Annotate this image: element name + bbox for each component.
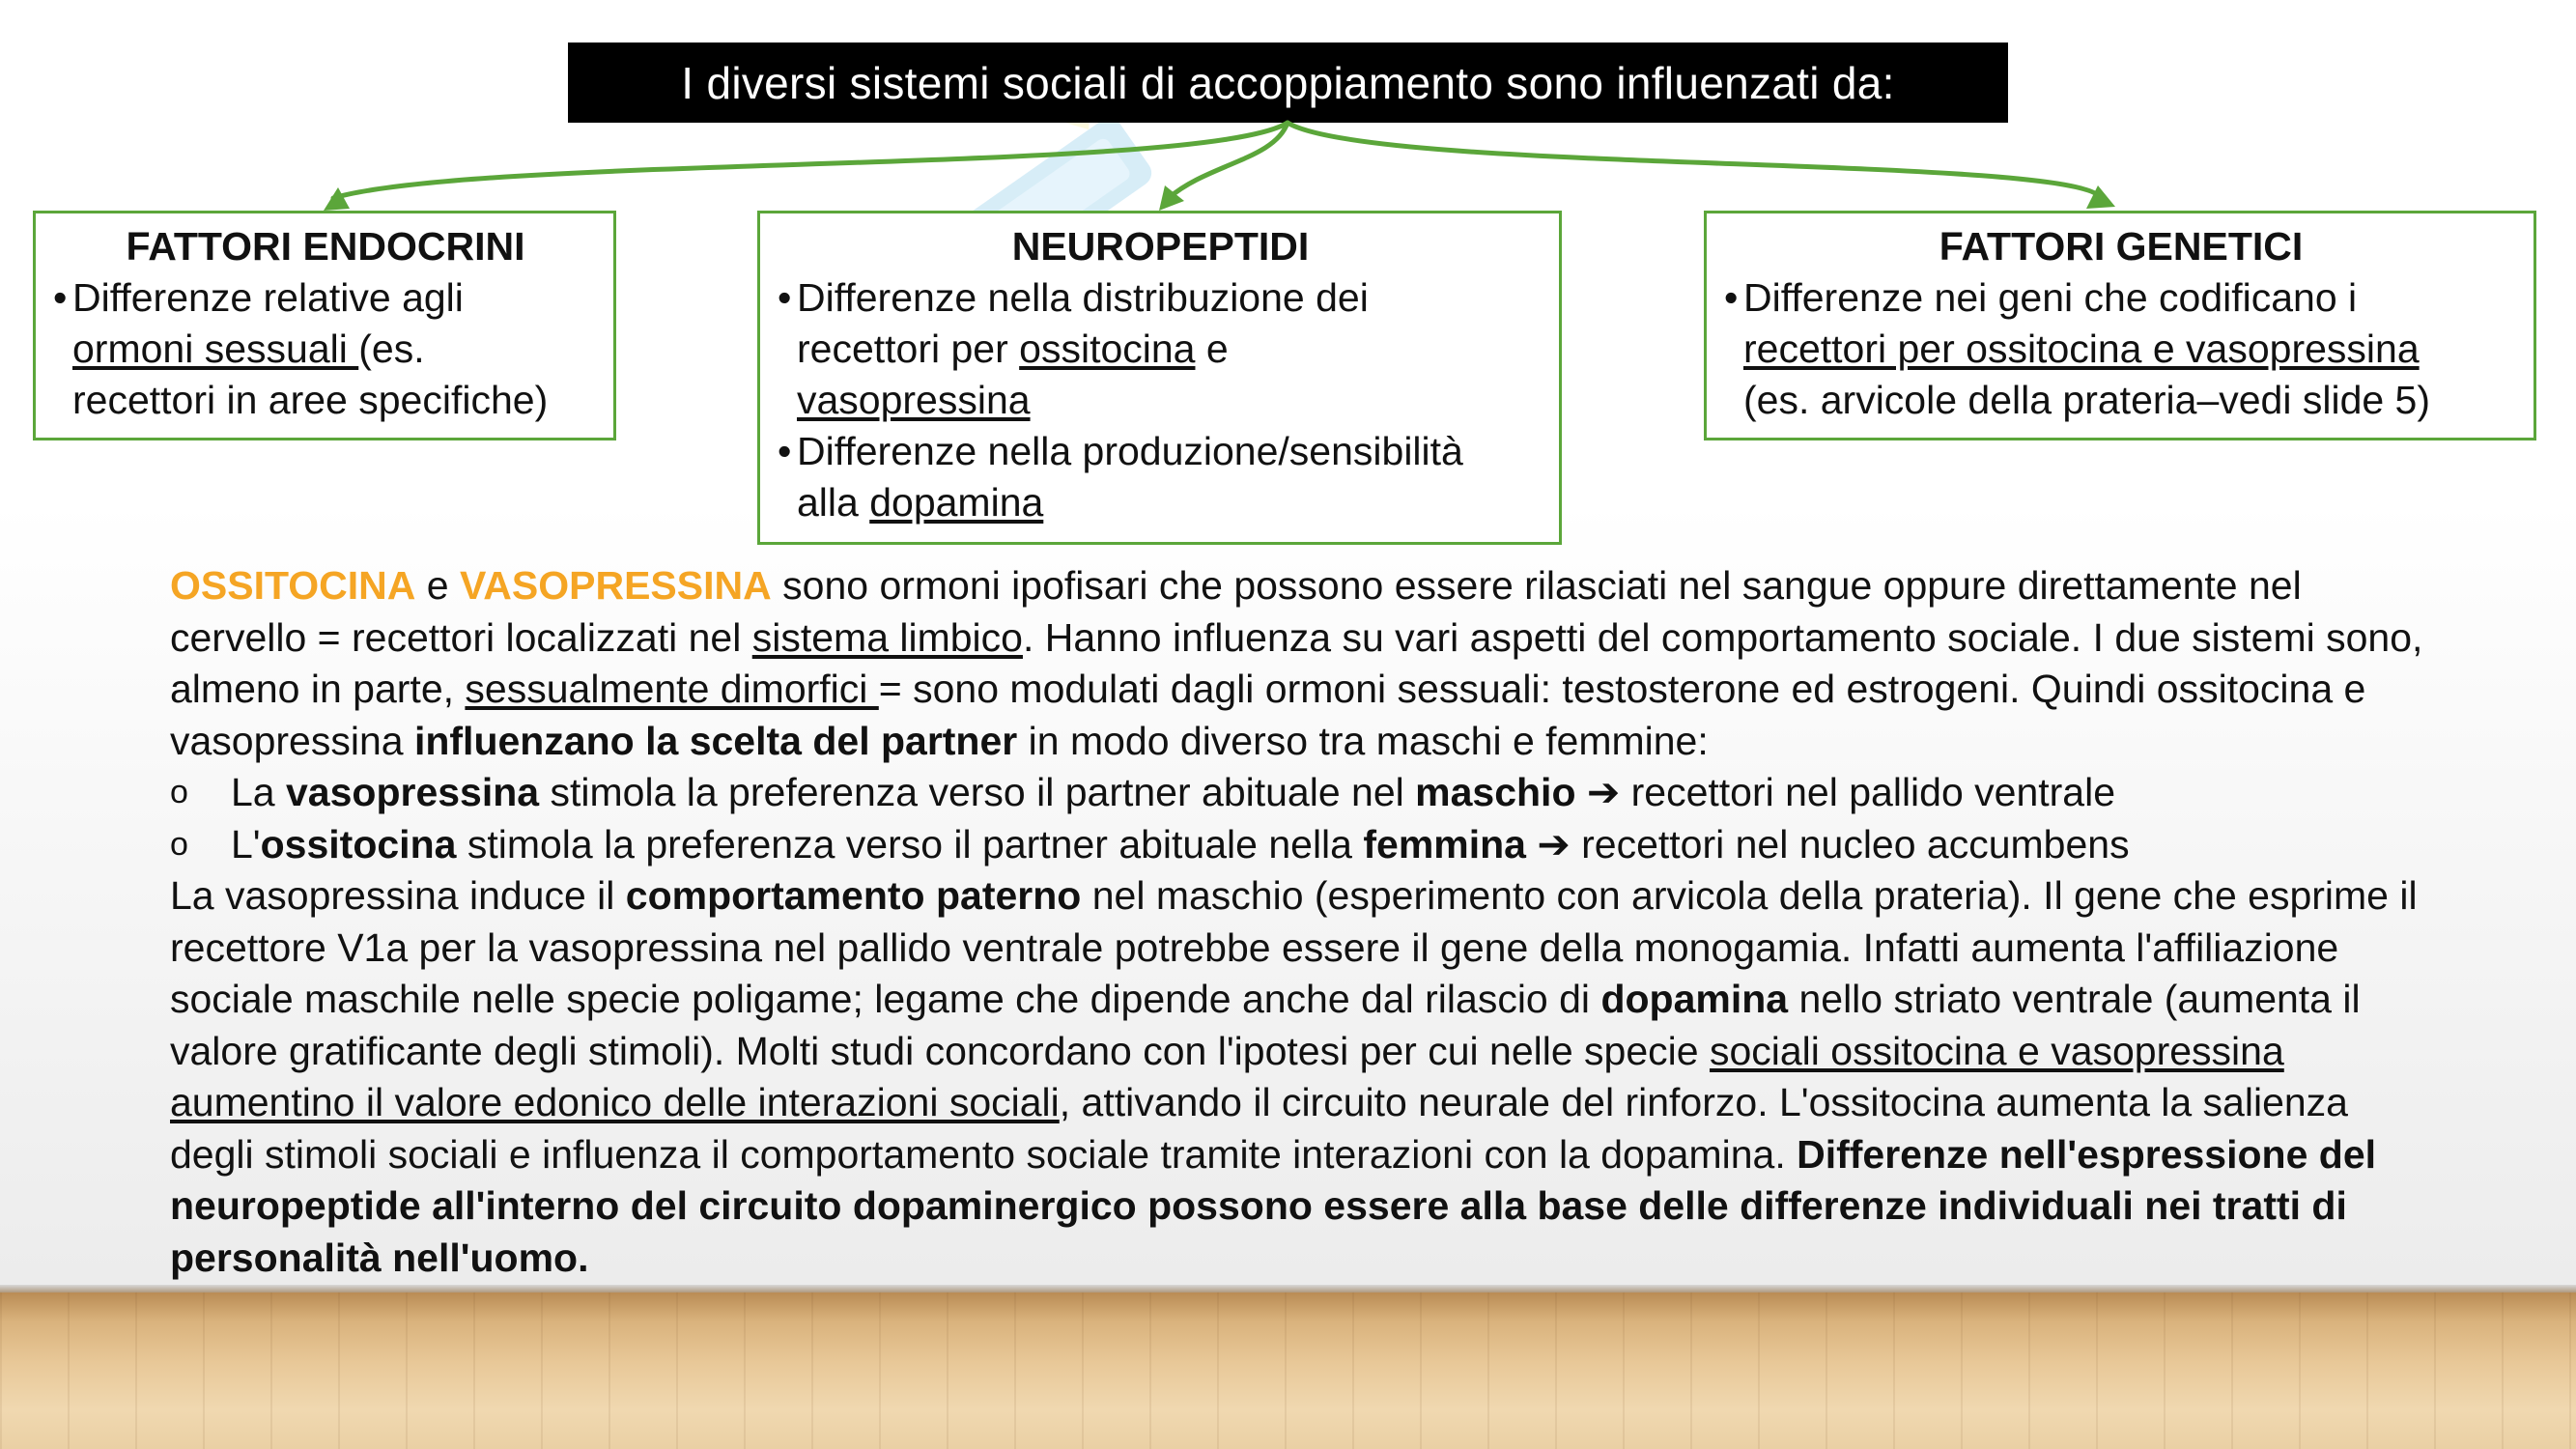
bold-conclusion: Differenze nell'espressione del neuropeptide all'interno del circuito dopaminergico possono essere alla base delle differenze individuali nei tratti di personalità nell'uomo. bbox=[170, 1131, 2377, 1280]
underlined-term: recettori per ossitocina e vasopressina bbox=[1743, 327, 2420, 371]
text-line: alla dopamina bbox=[797, 480, 1044, 525]
text-line: recettori in aree specifiche) bbox=[72, 378, 549, 422]
text-line: Differenze nei geni che codificano i bbox=[1743, 275, 2358, 320]
text-line: recettori per ossitocina e bbox=[797, 327, 1229, 371]
highlight-term: OSSITOCINA bbox=[170, 563, 416, 608]
text-line: ormoni sessuali (es. bbox=[72, 327, 425, 371]
highlight-term: VASOPRESSINA bbox=[459, 563, 772, 608]
slide-title: I diversi sistemi sociali di accoppiamento sono influenzati da: bbox=[568, 43, 2008, 123]
list-item-ossitocina: o L'ossitocina stimola la preferenza verso il partner abituale nella femmina ➔ recettori nel nucleo accumbens bbox=[170, 819, 2430, 871]
bullet-marker: • bbox=[778, 275, 792, 320]
bullet-item bbox=[1724, 272, 2518, 426]
underlined-term: vasopressina bbox=[797, 378, 1031, 422]
bullet-marker: • bbox=[53, 275, 68, 320]
text-line: Differenze relative agli bbox=[72, 275, 464, 320]
bullet-marker: • bbox=[1724, 275, 1739, 320]
list-marker: o bbox=[170, 774, 188, 810]
list-item-vasopressina: o La vasopressina stimola la preferenza verso il partner abituale nel maschio ➔ recettori nel pallido ventrale bbox=[170, 767, 2430, 819]
underlined-term: sistema limbico bbox=[751, 614, 1023, 660]
main-text bbox=[170, 560, 2430, 1284]
underlined-term: sociali ossitocina e vasopressina aumentino il valore edonico delle interazioni sociali bbox=[170, 1028, 2284, 1124]
bullet-item bbox=[778, 426, 1543, 528]
box-fattori-endocrini bbox=[33, 211, 616, 440]
paragraph-intro: OSSITOCINA e VASOPRESSINA sono ormoni ipofisari che possono essere rilasciati nel sangue oppure direttamente nel cervello = recettori localizzati nel sistema limbico. Hanno influenza su vari aspetti del comportamento sociale. I due sistemi sono, almeno in parte, sessualmente dimorfici = sono modulati dagli ormoni sessuali: testosterone ed estrogeni. Quindi ossitocina e vasopressina influenzano la scelta del partner in modo diverso tra maschi e femmine: bbox=[170, 563, 2423, 763]
box-heading: FATTORI GENETICI bbox=[1939, 224, 2304, 269]
wooden-floor-background bbox=[0, 1293, 2576, 1449]
underlined-term: sessualmente dimorfici bbox=[465, 667, 879, 711]
box-heading: FATTORI ENDOCRINI bbox=[126, 224, 525, 269]
underlined-term: ormoni sessuali bbox=[72, 327, 359, 371]
box-fattori-genetici bbox=[1704, 211, 2536, 440]
bullet-marker: • bbox=[778, 429, 792, 473]
text-line bbox=[797, 375, 1543, 426]
bullet-item bbox=[53, 272, 598, 426]
text-line: Differenze nella produzione/sensibilità bbox=[797, 429, 1463, 473]
underlined-term: dopamina bbox=[869, 480, 1044, 525]
text-line bbox=[1743, 324, 2518, 375]
text-line: (es. arvicole della prateria–vedi slide 5) bbox=[1743, 378, 2431, 422]
text-line: Differenze nella distribuzione dei bbox=[797, 275, 1369, 320]
bullet-item bbox=[778, 272, 1543, 426]
paragraph-main: La vasopressina induce il comportamento paterno nel maschio (esperimento con arvicola della prateria). Il gene che esprime il recettore V1a per la vasopressina nel pallido ventrale potrebbe essere il gene della monogamia. Infatti aumenta l'affiliazione sociale maschile nelle specie poligame; legame che dipende anche dal rilascio di dopamina nello striato ventrale (aumenta il valore gratificante degli stimoli). Molti studi concordano con l'ipotesi per cui nelle specie sociali ossitocina e vasopressina aumentino il valore edonico delle interazioni sociali, attivando il circuito neurale del rinforzo. L'ossitocina aumenta la salienza degli stimoli sociali e influenza il comportamento sociale tramite interazioni con la dopamina. Differenze nell'espressione del neuropeptide all'interno del circuito dopaminergico possono essere alla base delle differenze individuali nei tratti di personalità nell'uomo. bbox=[170, 873, 2418, 1280]
box-neuropeptidi bbox=[757, 211, 1562, 545]
box-heading: NEUROPEPTIDI bbox=[1011, 224, 1310, 269]
underlined-term: ossitocina bbox=[1019, 327, 1196, 371]
bold-term: influenzano la scelta del partner bbox=[413, 718, 1018, 763]
list-marker: o bbox=[170, 825, 188, 863]
